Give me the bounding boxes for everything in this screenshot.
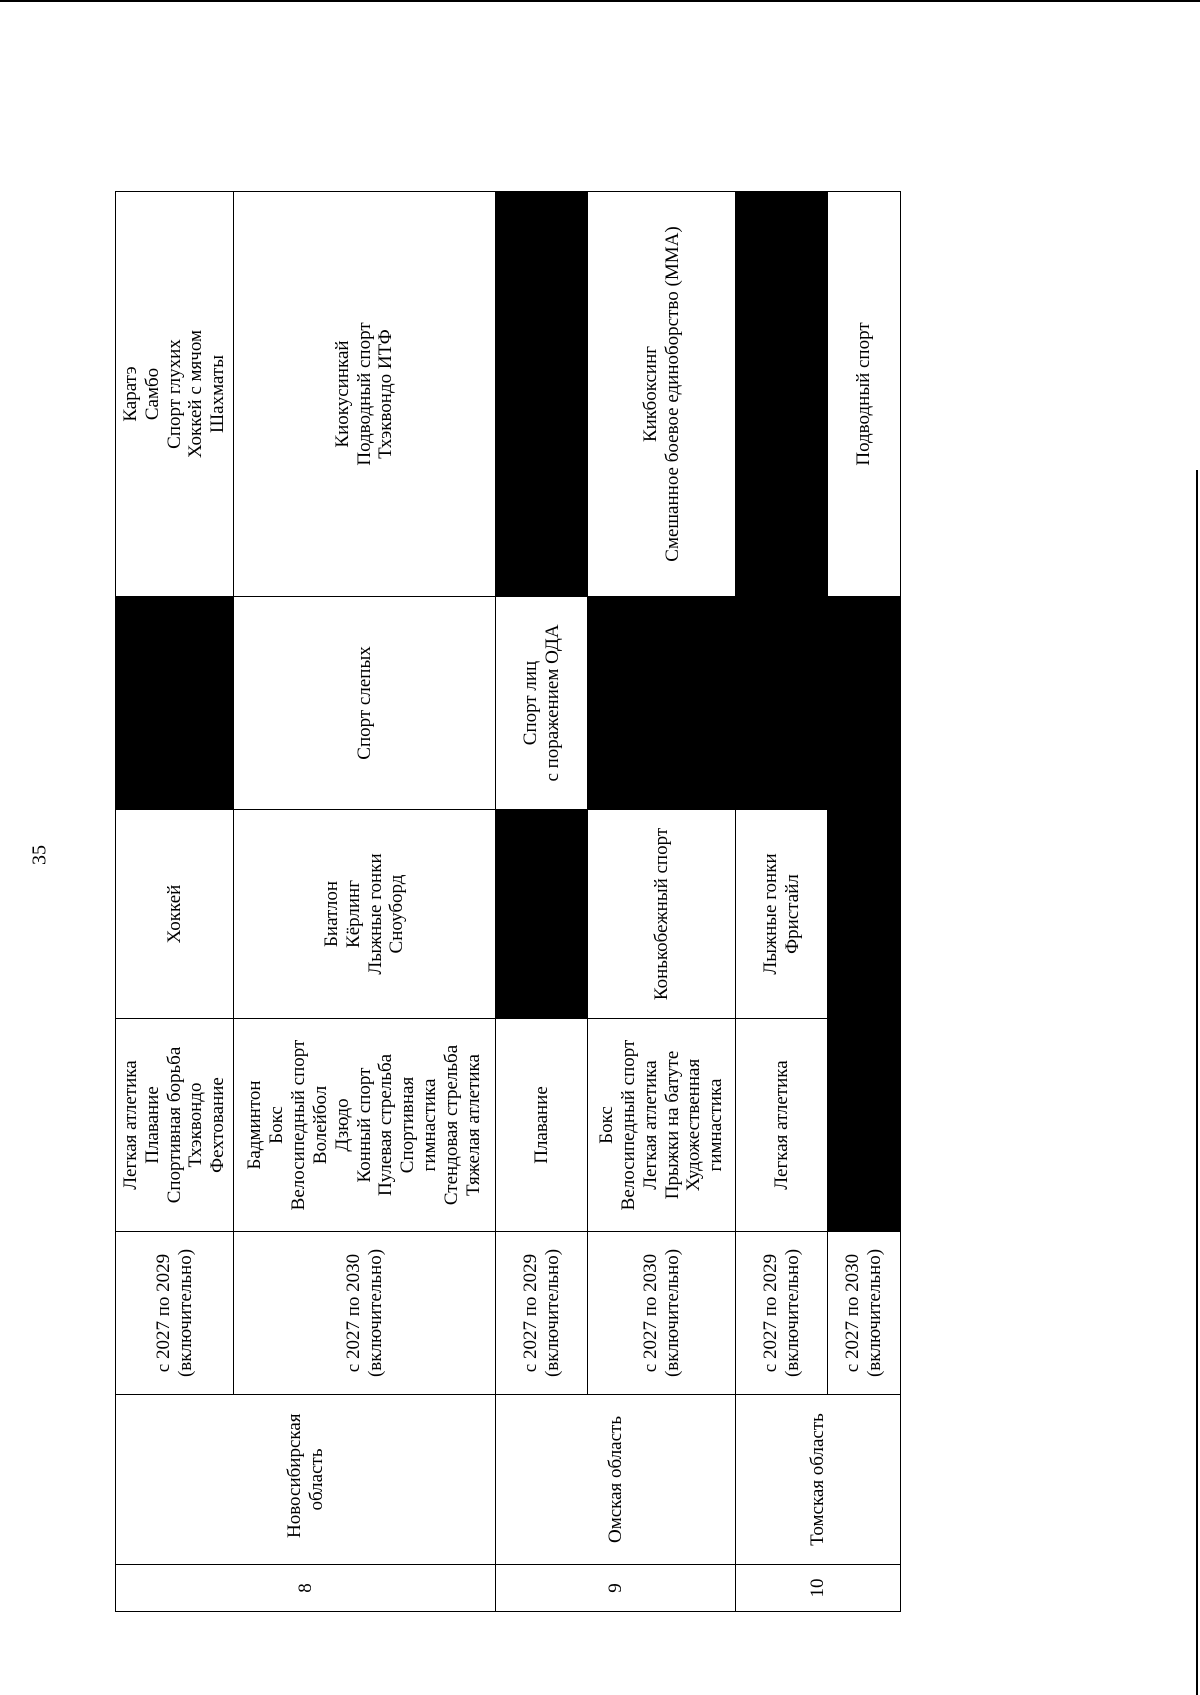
empty-cell xyxy=(588,597,736,810)
sport-name: Спорт глухих xyxy=(163,339,185,449)
sport-name: Лыжные гонки xyxy=(364,853,386,975)
period-cell xyxy=(234,1232,496,1395)
period-cell xyxy=(828,1232,901,1395)
row-number-cell xyxy=(496,1565,736,1612)
sport-name: Кикбоксинг xyxy=(639,345,661,443)
period-line: с 2027 по 2030 xyxy=(639,1253,661,1373)
region-cell xyxy=(116,1395,496,1565)
period-line: с 2027 по 2029 xyxy=(759,1253,781,1373)
period-cell xyxy=(116,1232,234,1395)
period-cell xyxy=(736,1232,828,1395)
region-cell xyxy=(736,1395,901,1565)
olympic-winter-cell xyxy=(588,810,736,1019)
top-border xyxy=(0,0,1200,2)
empty-cell xyxy=(828,597,901,810)
sport-name: Фехтование xyxy=(207,1077,229,1173)
empty-cell xyxy=(496,810,588,1019)
olympic-summer-cell xyxy=(588,1019,736,1232)
period-line: (включительно) xyxy=(541,1248,563,1378)
sport-name: Плавание xyxy=(141,1086,163,1164)
scan-edge xyxy=(1196,470,1198,1695)
sport-name: гимнастика xyxy=(419,1078,441,1172)
region-name: Новосибирская область xyxy=(283,1413,327,1538)
sport-name: Бадминтон xyxy=(244,1080,266,1170)
period-line: (включительно) xyxy=(781,1248,803,1378)
period-line: с 2027 по 2030 xyxy=(842,1253,864,1373)
sport-name: Спорт слепых xyxy=(353,646,375,760)
sport-name: Велосипедный спорт xyxy=(288,1039,310,1211)
sport-name: Сноуборд xyxy=(386,874,408,954)
period-line: (включительно) xyxy=(864,1248,885,1378)
sport-name: Спортивная борьба xyxy=(163,1046,185,1204)
sport-name: гимнастика xyxy=(705,1078,727,1172)
period-cell xyxy=(588,1232,736,1395)
sport-name: с поражением ОДА xyxy=(541,624,563,782)
row-number: 9 xyxy=(604,1583,626,1593)
sport-name: Подводный спорт xyxy=(353,322,375,466)
region-cell xyxy=(496,1395,736,1565)
olympic-summer-cell xyxy=(496,1019,588,1232)
sport-name: Биатлон xyxy=(320,881,342,947)
page-number-text: 35 xyxy=(28,845,51,865)
sport-name: Лыжные гонки xyxy=(759,853,781,975)
sport-name: Киокусинкай xyxy=(331,340,353,448)
row-number: 10 xyxy=(807,1578,829,1598)
period-line: с 2027 по 2030 xyxy=(342,1253,364,1373)
sport-name: Каратэ xyxy=(119,366,141,422)
table-row xyxy=(736,192,828,1612)
sport-name: Бокс xyxy=(595,1106,617,1144)
sport-name: Плавание xyxy=(530,1086,552,1164)
empty-cell xyxy=(736,192,828,597)
sport-name: Подводный спорт xyxy=(853,322,875,466)
nonolympic-cell xyxy=(588,192,736,597)
olympic-summer-cell xyxy=(116,1019,234,1232)
sport-name: Хоккей xyxy=(163,884,185,944)
nonolympic-cell xyxy=(116,192,234,597)
adaptive-cell xyxy=(496,597,588,810)
sport-name: Легкая атлетика xyxy=(639,1060,661,1190)
sport-name: Кёрлинг xyxy=(342,880,364,948)
sport-name: Легкая атлетика xyxy=(770,1060,792,1190)
sport-name: Дзюдо xyxy=(331,1098,353,1152)
sport-name: Прыжки на батуте xyxy=(661,1050,683,1200)
olympic-summer-cell xyxy=(234,1019,496,1232)
sport-name: Бокс xyxy=(266,1106,288,1144)
sport-name: Спорт лиц xyxy=(519,660,541,746)
sport-name: Конный спорт xyxy=(353,1067,375,1183)
period-line: (включительно) xyxy=(661,1248,683,1378)
region-name: Омская область xyxy=(604,1415,626,1544)
olympic-winter-cell xyxy=(116,810,234,1019)
empty-cell xyxy=(116,597,234,810)
period-line: с 2027 по 2029 xyxy=(152,1253,174,1373)
nonolympic-cell xyxy=(828,192,901,597)
sports-table xyxy=(115,191,901,1612)
sport-name: Хоккей с мячом xyxy=(185,329,207,459)
sport-name: Пулевая стрельба xyxy=(375,1053,397,1197)
sport-name: Тяжелая атлетика xyxy=(462,1054,484,1196)
sport-name: Шахматы xyxy=(207,355,229,434)
empty-cell xyxy=(828,810,901,1019)
sport-name: Стендовая стрельба xyxy=(440,1044,462,1206)
period-line: (включительно) xyxy=(364,1248,386,1378)
sport-name: Тхэквондо ИТФ xyxy=(375,329,397,459)
sport-name: Тхэквондо xyxy=(185,1082,207,1168)
nonolympic-cell xyxy=(234,192,496,597)
period-line: с 2027 по 2029 xyxy=(519,1253,541,1373)
period-cell xyxy=(496,1232,588,1395)
empty-cell xyxy=(828,1019,901,1232)
sport-name: Художественная xyxy=(683,1058,705,1192)
sport-name: Конькобежный спорт xyxy=(650,827,672,1001)
sport-name: Смешанное боевое единоборство (ММА) xyxy=(661,226,683,562)
olympic-winter-cell xyxy=(736,810,828,1019)
table-row xyxy=(496,192,588,1612)
adaptive-cell xyxy=(234,597,496,810)
sport-name: Фристайл xyxy=(781,874,803,954)
table-row xyxy=(116,192,234,1612)
rotated-table-sheet xyxy=(115,192,900,1612)
row-number-cell xyxy=(116,1565,496,1612)
row-number-cell xyxy=(736,1565,901,1612)
sport-name: Легкая атлетика xyxy=(119,1060,141,1190)
sport-name: Волейбол xyxy=(309,1085,331,1165)
empty-cell xyxy=(496,192,588,597)
row-number: 8 xyxy=(294,1583,316,1593)
empty-cell xyxy=(736,597,828,810)
period-line: (включительно) xyxy=(174,1248,196,1378)
sport-name: Самбо xyxy=(141,367,163,421)
sport-name: Велосипедный спорт xyxy=(617,1039,639,1211)
region-name: Томская область xyxy=(807,1413,829,1546)
sport-name: Спортивная xyxy=(397,1076,419,1174)
olympic-summer-cell xyxy=(736,1019,828,1232)
olympic-winter-cell xyxy=(234,810,496,1019)
